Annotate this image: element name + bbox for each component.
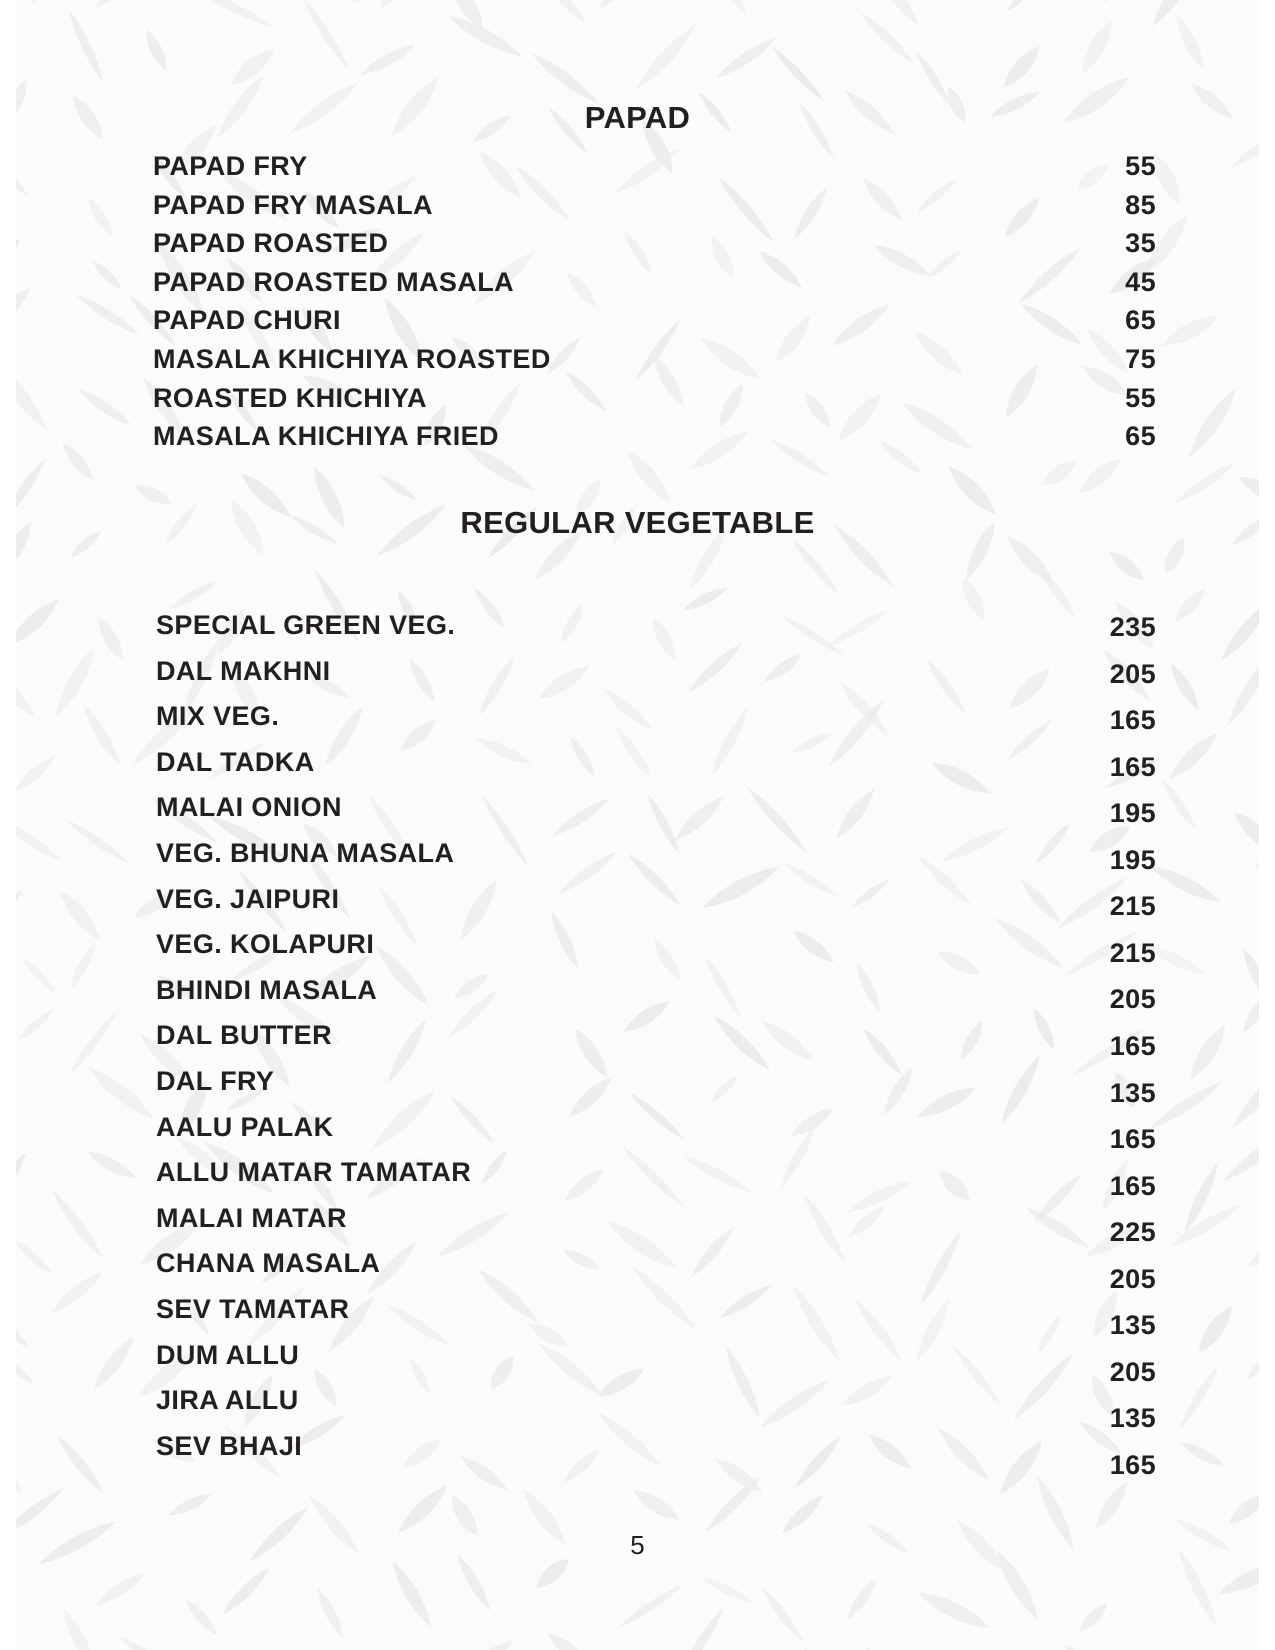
papad-section-title: PAPAD bbox=[584, 100, 691, 135]
menu-item-name: VEG. JAIPURI bbox=[156, 883, 340, 914]
menu-item-price: 45 bbox=[1125, 266, 1156, 297]
menu-item-price: 195 bbox=[1109, 798, 1156, 829]
menu-item-price: 135 bbox=[1109, 1403, 1156, 1434]
menu-item-name: AALU PALAK bbox=[156, 1111, 334, 1142]
menu-item-name: DAL BUTTER bbox=[156, 1020, 332, 1051]
menu-item-row bbox=[156, 1156, 1156, 1201]
menu-item-price: 165 bbox=[1109, 1030, 1156, 1061]
menu-item-name: MALAI ONION bbox=[156, 792, 342, 823]
menu-item-row bbox=[156, 1384, 1156, 1434]
menu-item-row bbox=[156, 700, 1156, 734]
menu-item-row bbox=[153, 420, 1156, 452]
menu-item-row bbox=[156, 1339, 1156, 1387]
menu-item-name: DAL MAKHNI bbox=[156, 655, 331, 686]
menu-item-name: MASALA KHICHIYA FRIED bbox=[153, 421, 499, 452]
menu-item-row bbox=[156, 883, 1156, 922]
menu-item-row bbox=[153, 150, 1156, 182]
regular-vegetable-section-title: REGULAR VEGETABLE bbox=[460, 505, 815, 540]
menu-item-name: MALAI MATAR bbox=[156, 1202, 347, 1233]
menu-item-price: 75 bbox=[1125, 344, 1156, 374]
menu-item-price: 165 bbox=[1109, 1449, 1156, 1480]
menu-item-row bbox=[156, 746, 1156, 780]
menu-item-row bbox=[156, 1247, 1156, 1294]
menu-item-price: 215 bbox=[1109, 937, 1156, 968]
menu-item-name: DUM ALLU bbox=[156, 1339, 300, 1370]
menu-item-row bbox=[156, 928, 1156, 968]
menu-item-price: 135 bbox=[1109, 1310, 1156, 1341]
menu-item-name: CHANA MASALA bbox=[156, 1248, 381, 1279]
menu-item-row bbox=[156, 974, 1156, 1015]
menu-item-row bbox=[153, 382, 1156, 414]
menu-item-name: BHINDI MASALA bbox=[156, 974, 378, 1005]
menu-item-price: 65 bbox=[1125, 421, 1156, 452]
menu-item-row bbox=[153, 189, 1156, 221]
menu-item-row bbox=[156, 1111, 1156, 1155]
menu-item-row bbox=[156, 609, 1156, 643]
menu-item-price: 165 bbox=[1109, 1170, 1156, 1201]
menu-item-price: 205 bbox=[1109, 984, 1156, 1015]
menu-item-name: DAL FRY bbox=[156, 1066, 275, 1096]
menu-item-price: 165 bbox=[1109, 705, 1156, 736]
menu-item-price: 135 bbox=[1109, 1077, 1156, 1108]
menu-item-name: VEG. KOLAPURI bbox=[156, 929, 375, 960]
menu-item-row bbox=[156, 837, 1156, 875]
menu-item-price: 205 bbox=[1109, 1263, 1156, 1294]
menu-item-row bbox=[153, 343, 1156, 375]
menu-item-row bbox=[156, 1019, 1156, 1061]
menu-item-price: 55 bbox=[1125, 382, 1156, 413]
menu-item-row bbox=[156, 1293, 1156, 1341]
menu-item-price: 55 bbox=[1125, 151, 1156, 181]
menu-item-name: JIRA ALLU bbox=[156, 1385, 299, 1416]
menu-item-price: 35 bbox=[1125, 228, 1156, 259]
menu-item-name: ALLU MATAR TAMATAR bbox=[156, 1157, 472, 1188]
menu-item-name: MIX VEG. bbox=[156, 701, 280, 732]
menu-item-name: SEV BHAJI bbox=[156, 1430, 303, 1461]
menu-item-name: MASALA KHICHIYA ROASTED bbox=[153, 344, 551, 374]
menu-item-row bbox=[153, 227, 1156, 259]
menu-item-name: PAPAD ROASTED MASALA bbox=[153, 266, 515, 297]
menu-item-price: 205 bbox=[1109, 1356, 1156, 1387]
menu-item-row bbox=[153, 266, 1156, 298]
menu-item-price: 235 bbox=[1109, 612, 1156, 642]
menu-item-name: PAPAD FRY bbox=[153, 151, 308, 181]
menu-item-name: SEV TAMATAR bbox=[156, 1294, 350, 1324]
menu-item-name: PAPAD ROASTED bbox=[153, 228, 389, 259]
menu-item-price: 195 bbox=[1109, 844, 1156, 875]
menu-item-name: SPECIAL GREEN VEG. bbox=[156, 610, 456, 640]
menu-item-name: PAPAD CHURI bbox=[153, 305, 341, 336]
menu-item-price: 165 bbox=[1109, 751, 1156, 782]
menu-item-price: 85 bbox=[1125, 189, 1156, 220]
menu-item-row bbox=[156, 1065, 1156, 1108]
menu-item-price: 165 bbox=[1109, 1124, 1156, 1155]
menu-item-price: 65 bbox=[1125, 305, 1156, 336]
menu-item-price: 205 bbox=[1109, 658, 1156, 689]
menu-item-row bbox=[156, 1430, 1156, 1480]
menu-item-row bbox=[153, 304, 1156, 336]
menu-item-price: 225 bbox=[1109, 1217, 1156, 1248]
menu-item-row bbox=[156, 791, 1156, 829]
menu-item-name: DAL TADKA bbox=[156, 746, 315, 777]
page-number: 5 bbox=[630, 1530, 645, 1560]
menu-item-name: PAPAD FRY MASALA bbox=[153, 189, 433, 220]
menu-item-row bbox=[156, 1202, 1156, 1248]
menu-item-name: VEG. BHUNA MASALA bbox=[156, 838, 455, 868]
menu-item-name: ROASTED KHICHIYA bbox=[153, 382, 427, 413]
menu-item-row bbox=[156, 655, 1156, 689]
menu-item-price: 215 bbox=[1109, 891, 1156, 922]
